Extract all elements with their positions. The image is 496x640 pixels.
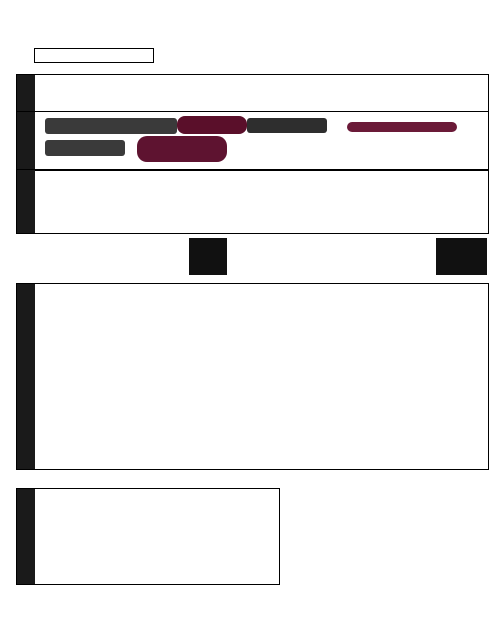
redaction-mark xyxy=(137,136,227,162)
redaction-mark xyxy=(45,118,177,134)
comments-section xyxy=(16,169,489,234)
logo-subtext xyxy=(34,48,154,63)
redaction-mark xyxy=(347,122,457,132)
blackstone-logo xyxy=(20,20,170,64)
redaction-mark xyxy=(247,118,327,133)
redaction-mark xyxy=(177,116,247,134)
universal-averages-header xyxy=(436,238,487,275)
unit-location-averages-header xyxy=(189,238,227,275)
redaction-mark xyxy=(45,140,125,156)
client-section xyxy=(16,111,489,171)
properties-section xyxy=(16,488,280,585)
header-left xyxy=(246,26,264,64)
elements-section xyxy=(16,283,489,470)
unit-section xyxy=(16,74,489,112)
header-right xyxy=(357,26,365,64)
